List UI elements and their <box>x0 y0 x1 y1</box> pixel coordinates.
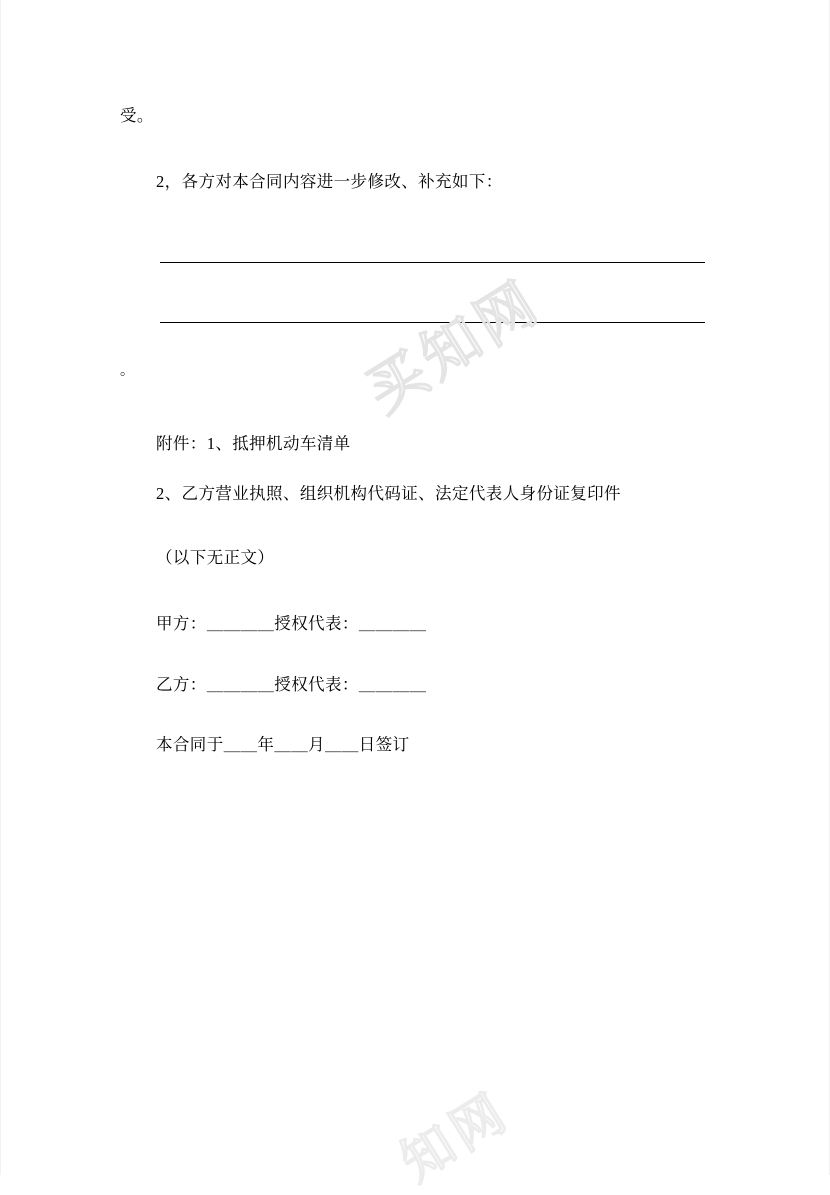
paragraph-no-text-below: （以下无正文） <box>156 548 275 567</box>
watermark-bottom: 知网 <box>391 1081 521 1193</box>
paragraph-item-2: 2，各方对本合同内容进一步修改、补充如下： <box>156 172 503 191</box>
paragraph-attachment-1: 附件：1、抵押机动车清单 <box>156 434 351 453</box>
blank-fill-line-1 <box>160 262 705 263</box>
blank-fill-line-2 <box>160 322 705 323</box>
paragraph-attachment-2: 2、乙方营业执照、组织机构代码证、法定代表人身份证复印件 <box>156 484 621 503</box>
paragraph-continuation: 受。 <box>120 106 154 125</box>
signature-date: 本合同于＿＿年＿＿月＿＿日签订 <box>156 735 410 754</box>
signature-party-b: 乙方：＿＿＿＿授权代表：＿＿＿＿ <box>156 675 427 694</box>
paragraph-period: 。 <box>120 364 134 379</box>
signature-party-a: 甲方：＿＿＿＿授权代表：＿＿＿＿ <box>156 614 427 633</box>
watermark-center: 买知网 <box>355 268 553 426</box>
